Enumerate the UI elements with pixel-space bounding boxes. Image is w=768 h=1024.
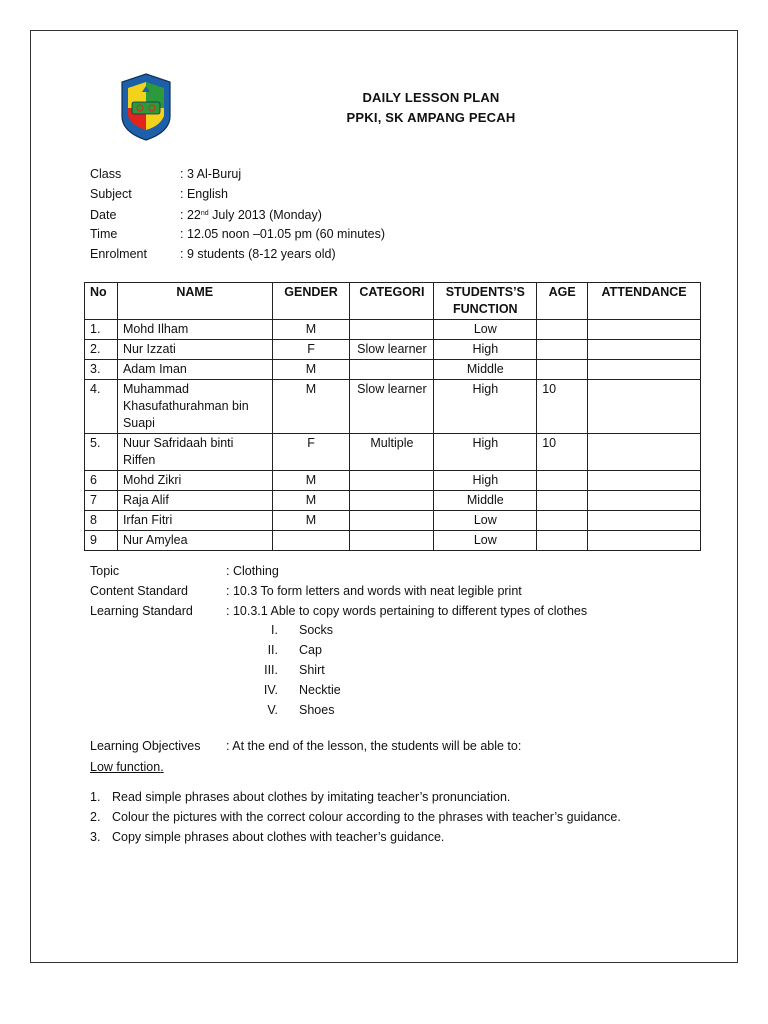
cell-age [537, 531, 588, 551]
cell-no: 2. [85, 340, 118, 360]
cell-name: Mohd Ilham [117, 320, 272, 340]
col-header-function-line2: FUNCTION [453, 302, 518, 316]
info-value: : English [180, 187, 228, 201]
cell-name: Irfan Fitri [117, 511, 272, 531]
cell-gender: M [272, 511, 350, 531]
cell-name: Nur Izzati [117, 340, 272, 360]
cell-gender: M [272, 380, 350, 434]
cell-age [537, 491, 588, 511]
cell-name: Mohd Zikri [117, 471, 272, 491]
objective-text: Read simple phrases about clothes by imitating teacher’s pronunciation. [112, 790, 511, 804]
table-header-row [85, 283, 701, 320]
cell-categori [350, 531, 434, 551]
cell-age [537, 511, 588, 531]
cell-function: Middle [434, 491, 537, 511]
clothing-item: Shirt [299, 663, 325, 677]
info-value: : 9 students (8-12 years old) [180, 247, 336, 261]
cell-attendance [588, 511, 701, 531]
info-value-rest: July 2013 (Monday) [208, 208, 322, 222]
learning-objectives-row [90, 739, 521, 753]
content-standard-value: : 10.3 To form letters and words with neat legible print [226, 584, 522, 598]
col-header-function-line1: STUDENTS’S [445, 285, 525, 299]
clothing-item: Socks [299, 623, 334, 637]
cell-categori [350, 471, 434, 491]
col-header-no: No [85, 283, 118, 320]
cell-attendance [588, 491, 701, 511]
cell-name: Raja Alif [117, 491, 272, 511]
learning-standard-row [90, 601, 587, 621]
cell-age: 10 [537, 434, 588, 471]
date-ordinal-suffix: nd [200, 210, 209, 217]
cell-age [537, 360, 588, 380]
roman-numeral: V. [267, 703, 278, 717]
cell-categori [350, 491, 434, 511]
roman-numeral: III. [264, 663, 278, 677]
cell-function: High [434, 471, 537, 491]
cell-function: Middle [434, 360, 537, 380]
cell-no: 8 [85, 511, 118, 531]
cell-no: 9 [85, 531, 118, 551]
cell-gender: M [272, 491, 350, 511]
cell-no: 3. [85, 360, 118, 380]
topic-value: : Clothing [226, 564, 279, 578]
cell-name: Nur Amylea [117, 531, 272, 551]
col-header-attendance: ATTENDANCE [588, 283, 701, 320]
cell-gender: F [272, 340, 350, 360]
cell-categori: Slow learner [350, 340, 434, 360]
col-header-age: AGE [537, 283, 588, 320]
info-value: : 22 [180, 208, 201, 222]
cell-gender: M [272, 320, 350, 340]
cell-age [537, 471, 588, 491]
name-line: Suapi [122, 416, 155, 430]
cell-attendance [588, 471, 701, 491]
cell-function: Low [434, 531, 537, 551]
cell-no: 5. [85, 434, 118, 471]
info-label: Date [90, 208, 117, 222]
cell-no: 7 [85, 491, 118, 511]
clothing-item: Cap [299, 643, 322, 657]
col-header-name: NAME [117, 283, 272, 320]
name-line: Riffen [122, 453, 156, 467]
cell-function: Low [434, 511, 537, 531]
objective-number: 1. [90, 790, 101, 804]
info-row-subject [90, 184, 385, 204]
info-row-class [90, 164, 385, 184]
cell-function: High [434, 380, 537, 434]
roman-numeral: IV. [263, 683, 278, 697]
learning-objectives-label: Learning Objectives [90, 739, 201, 753]
table-row [85, 434, 701, 471]
topic-label: Topic [90, 564, 120, 578]
col-header-gender: GENDER [272, 283, 350, 320]
objectives-list [90, 787, 621, 847]
learning-standard-label: Learning Standard [90, 604, 193, 618]
learning-standard-value: : 10.3.1 Able to copy words pertaining to different types of clothes [226, 604, 588, 618]
cell-gender: F [272, 434, 350, 471]
list-item [258, 640, 341, 660]
cell-function: High [434, 434, 537, 471]
list-item [258, 680, 341, 700]
info-value: : 3 Al-Buruj [180, 167, 242, 181]
cell-age [537, 320, 588, 340]
name-line: Nuur Safridaah binti [122, 436, 234, 450]
cell-categori: Multiple [350, 434, 434, 471]
roman-numeral: II. [267, 643, 278, 657]
students-table [84, 282, 701, 551]
info-label: Subject [90, 187, 132, 201]
table-row [85, 360, 701, 380]
clothes-list [258, 620, 341, 720]
name-line: Khasufathurahman bin [122, 399, 249, 413]
info-row-enrolment [90, 244, 385, 264]
learning-objectives-value: : At the end of the lesson, the students will be able to: [226, 739, 522, 753]
low-function-dot: . [160, 760, 164, 774]
roman-numeral: I. [271, 623, 278, 637]
objective-number: 3. [90, 830, 101, 844]
cell-categori [350, 320, 434, 340]
topic-section [90, 561, 587, 621]
info-value: : 12.05 noon –01.05 pm (60 minutes) [180, 227, 385, 241]
cell-gender: M [272, 360, 350, 380]
cell-name [117, 380, 272, 434]
objective-text: Colour the pictures with the correct colour according to the phrases with teacher’s guidance. [112, 810, 621, 824]
cell-categori [350, 511, 434, 531]
list-item [258, 620, 341, 640]
cell-function: High [434, 340, 537, 360]
low-function-heading [90, 760, 164, 774]
list-item [90, 807, 621, 827]
table-row [85, 320, 701, 340]
clothing-item: Necktie [299, 683, 341, 697]
content-standard-row [90, 581, 587, 601]
low-function-text: Low function [90, 760, 161, 774]
cell-function: Low [434, 320, 537, 340]
cell-attendance [588, 380, 701, 434]
table-row [85, 531, 701, 551]
info-label: Time [90, 227, 118, 241]
list-item [258, 700, 341, 720]
school-crest-logo [118, 72, 174, 142]
list-item [90, 827, 621, 847]
cell-attendance [588, 340, 701, 360]
cell-no: 4. [85, 380, 118, 434]
list-item [90, 787, 621, 807]
cell-categori: Slow learner [350, 380, 434, 434]
cell-name [117, 434, 272, 471]
cell-no: 6 [85, 471, 118, 491]
info-row-date [90, 204, 385, 224]
info-row-time [90, 224, 385, 244]
table-row [85, 380, 701, 434]
school-name: PPKI, SK AMPANG PECAH [346, 110, 516, 125]
class-info [90, 164, 385, 264]
col-header-categori: CATEGORI [350, 283, 434, 320]
info-label: Enrolment [90, 247, 147, 261]
cell-gender [272, 531, 350, 551]
topic-row [90, 561, 587, 581]
cell-categori [350, 360, 434, 380]
content-standard-label: Content Standard [90, 584, 188, 598]
cell-attendance [588, 434, 701, 471]
list-item [258, 660, 341, 680]
col-header-function [434, 283, 537, 320]
clothing-item: Shoes [299, 703, 335, 717]
table-row [85, 340, 701, 360]
cell-age [537, 340, 588, 360]
cell-no: 1. [85, 320, 118, 340]
document-title: DAILY LESSON PLAN [362, 90, 500, 105]
info-label: Class [90, 167, 122, 181]
table-row [85, 491, 701, 511]
cell-age: 10 [537, 380, 588, 434]
table-row [85, 471, 701, 491]
name-line: Muhammad [122, 382, 189, 396]
cell-gender: M [272, 471, 350, 491]
cell-attendance [588, 320, 701, 340]
table-row [85, 511, 701, 531]
cell-name: Adam Iman [117, 360, 272, 380]
objective-number: 2. [90, 810, 101, 824]
cell-attendance [588, 360, 701, 380]
objective-text: Copy simple phrases about clothes with teacher’s guidance. [112, 830, 445, 844]
cell-attendance [588, 531, 701, 551]
